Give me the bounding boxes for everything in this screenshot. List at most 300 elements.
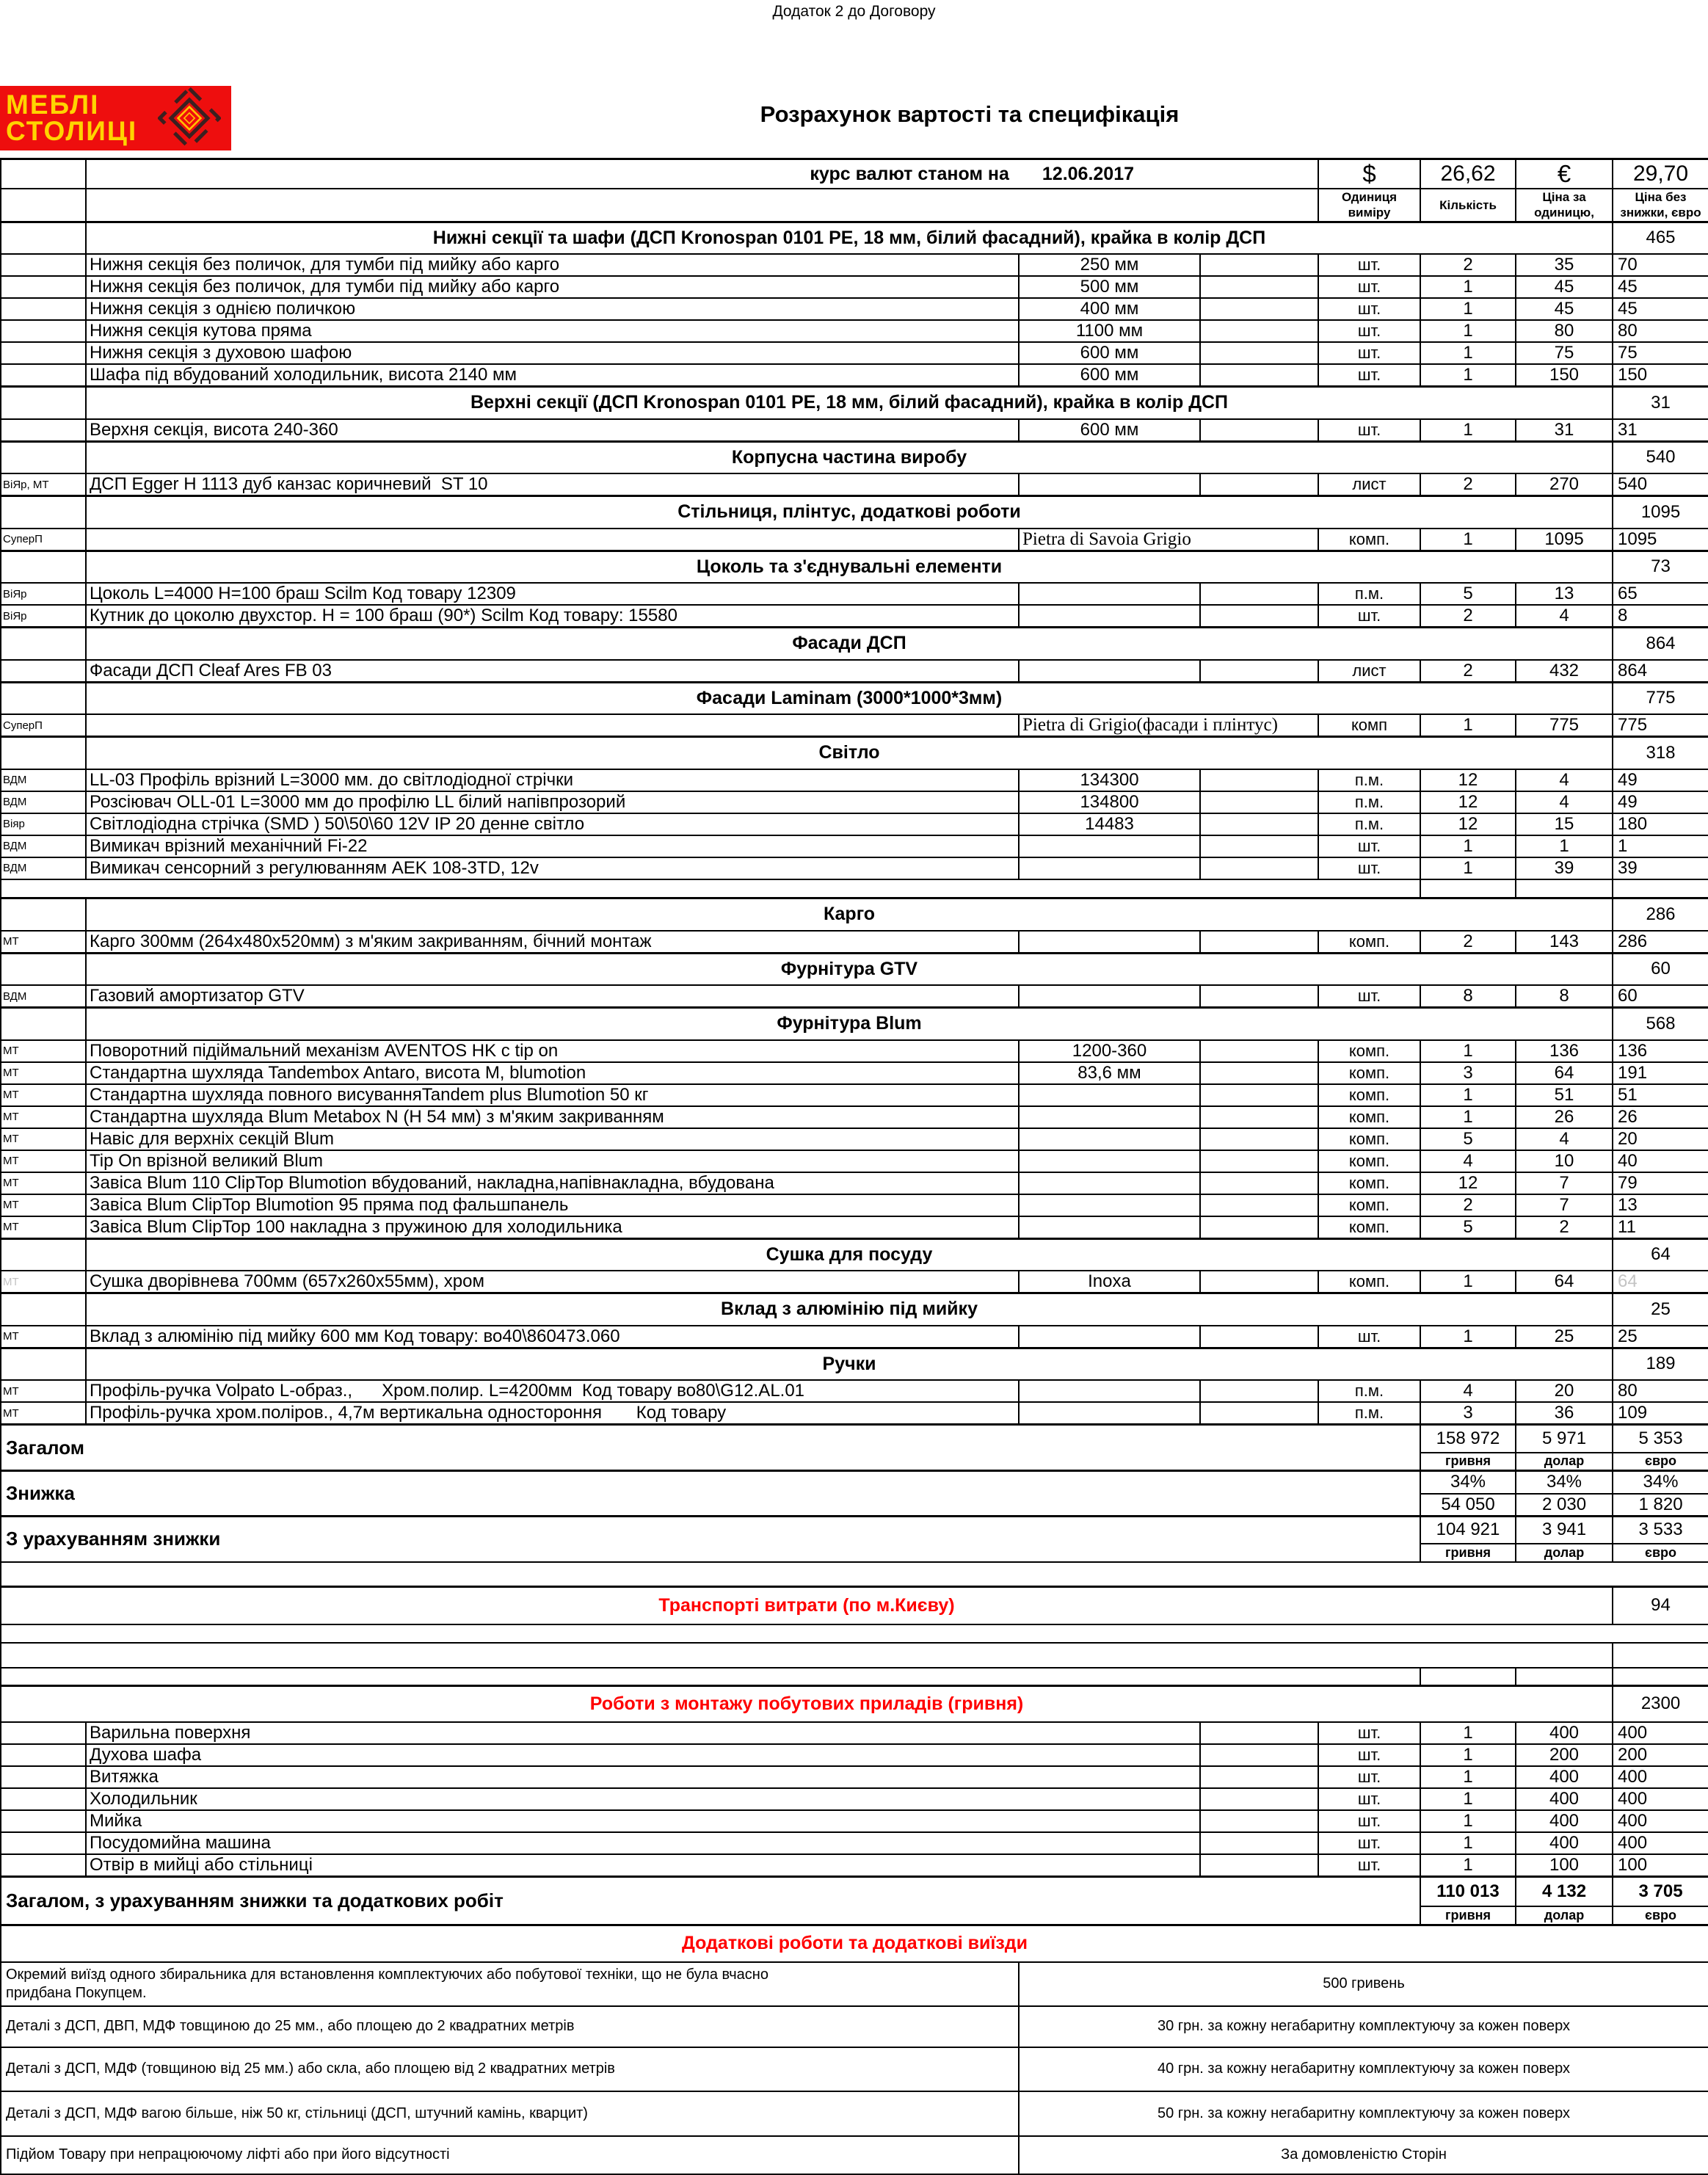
item-qty: 1 [1420, 419, 1516, 442]
item-row [1, 714, 1708, 737]
section-total: 189 [1613, 1348, 1708, 1380]
empty-cell [1200, 1744, 1318, 1766]
section-title: Верхні секції (ДСП Kronospan 0101 PE, 18 мм, білий фасадний), крайка в колір ДСП [86, 387, 1613, 419]
item-code [1, 1854, 86, 1877]
item-qty: 1 [1420, 276, 1516, 298]
item-total: 40 [1613, 1150, 1708, 1172]
item-code: МТ [1, 1216, 86, 1239]
spec-table [0, 158, 1708, 2175]
item-desc: Сушка дворівнева 700мм (657х260х55мм), хром [86, 1271, 1019, 1293]
section-total: 64 [1613, 1238, 1708, 1271]
extra-work-row [1, 2006, 1708, 2047]
code-cell [1, 159, 86, 189]
item-unit: п.м. [1318, 1402, 1420, 1425]
empty-cell [1200, 1788, 1318, 1810]
totals-sub-usd: долар [1516, 1453, 1613, 1471]
item-unit: шт. [1318, 320, 1420, 342]
item-code: ВДМ [1, 857, 86, 879]
logo-line2: СТОЛИЦІ [6, 116, 138, 146]
section-title: Сушка для посуду [86, 1238, 1613, 1271]
item-desc: Кутник до цоколю двухстор. H = 100 браш (90*) Scilm Код товару: 15580 [86, 605, 1019, 628]
item-code: МТ [1, 1128, 86, 1150]
item-price: 35 [1516, 254, 1613, 276]
section-total: 25 [1613, 1293, 1708, 1326]
montage-item-row [1, 1810, 1708, 1832]
empty-cell [1200, 583, 1318, 605]
spacer-row [1, 1668, 1708, 1685]
spacer-cell [1, 1668, 1420, 1685]
item-desc: Нижня секція без поличок, для тумби під мийку або карго [86, 276, 1019, 298]
item-total: 49 [1613, 769, 1708, 791]
item-price: 64 [1516, 1271, 1613, 1293]
item-row [1, 298, 1708, 320]
item-total: 80 [1613, 320, 1708, 342]
item-qty: 12 [1420, 813, 1516, 835]
item-size: Pietra di Savoia Grigio [1019, 529, 1318, 551]
item-qty: 1 [1420, 320, 1516, 342]
item-size: 600 мм [1019, 364, 1200, 387]
item-code: СуперП [1, 714, 86, 737]
item-size: 500 мм [1019, 276, 1200, 298]
item-desc: Профіль-ручка хром.поліров., 4,7м вертикальна одностороння Код товару [86, 1402, 1019, 1425]
item-desc: Газовий амортизатор GTV [86, 985, 1019, 1008]
item-code: МТ [1, 1172, 86, 1194]
totals-sub-eur: євро [1613, 1453, 1708, 1471]
item-total: 191 [1613, 1062, 1708, 1084]
red-section-title: Транспорті витрати (по м.Києву) [1, 1586, 1613, 1624]
item-code [1, 1788, 86, 1810]
empty-header-cell [86, 189, 1318, 222]
code-cell [1, 551, 86, 583]
section-title: Корпусна частина виробу [86, 441, 1613, 473]
spacer-cell [1420, 879, 1516, 898]
item-qty: 3 [1420, 1402, 1516, 1425]
item-price: 1095 [1516, 529, 1613, 551]
item-price: 200 [1516, 1744, 1613, 1766]
item-size [1019, 1106, 1200, 1128]
item-row [1, 931, 1708, 954]
totals-label: Знижка [1, 1471, 1420, 1517]
totals-sub-usd: 2 030 [1516, 1494, 1613, 1517]
extra-work-price: 40 грн. за кожну негабаритну комплектуючу за кожен поверх [1019, 2047, 1708, 2091]
item-row [1, 1084, 1708, 1106]
item-price: 80 [1516, 320, 1613, 342]
item-code [1, 298, 86, 320]
item-desc: Нижня секція без поличок, для тумби під мийку або карго [86, 254, 1019, 276]
totals-usd: 4 132 [1516, 1877, 1613, 1906]
item-row [1, 791, 1708, 813]
item-size [1019, 1194, 1200, 1216]
item-code: МТ [1, 1084, 86, 1106]
item-size: Pietra di Grigio(фасади і плінтус) [1019, 714, 1318, 737]
item-size [1019, 473, 1200, 496]
item-desc: Нижня секція кутова пряма [86, 320, 1019, 342]
item-price: 4 [1516, 605, 1613, 628]
section-header-row [1, 1238, 1708, 1271]
spacer-cell [1420, 1668, 1516, 1685]
section-total: 318 [1613, 737, 1708, 769]
section-title: Фасади ДСП [86, 628, 1613, 660]
empty-cell [1200, 1128, 1318, 1150]
item-code [1, 1832, 86, 1854]
code-cell [1, 737, 86, 769]
item-total: 26 [1613, 1106, 1708, 1128]
item-code: ВіЯр [1, 583, 86, 605]
item-row [1, 1150, 1708, 1172]
code-cell [1, 628, 86, 660]
item-code: МТ [1, 1326, 86, 1348]
item-code: МТ [1, 1380, 86, 1402]
item-price: 20 [1516, 1380, 1613, 1402]
extra-work-price: 50 грн. за кожну негабаритну комплектуючу за кожен поверх [1019, 2091, 1708, 2136]
section-header-row [1, 1293, 1708, 1326]
item-total: 775 [1613, 714, 1708, 737]
item-qty: 2 [1420, 473, 1516, 496]
item-unit: шт. [1318, 1744, 1420, 1766]
item-row [1, 419, 1708, 442]
item-size: 134300 [1019, 769, 1200, 791]
item-qty: 2 [1420, 660, 1516, 683]
code-cell [1, 222, 86, 254]
section-title: Нижні секції та шафи (ДСП Kronospan 0101 PE, 18 мм, білий фасадний), крайка в колір ДСП [86, 222, 1613, 254]
empty-cell [1200, 1271, 1318, 1293]
code-cell [1, 1348, 86, 1380]
totals-sub-uah: гривня [1420, 1453, 1516, 1471]
item-qty: 2 [1420, 605, 1516, 628]
item-code: ВДМ [1, 791, 86, 813]
totals-sub-uah: гривня [1420, 1544, 1516, 1562]
item-total: 400 [1613, 1788, 1708, 1810]
item-total: 400 [1613, 1832, 1708, 1854]
item-unit: шт. [1318, 298, 1420, 320]
totals-sub-usd: долар [1516, 1906, 1613, 1925]
item-code: ВіЯр [1, 605, 86, 628]
item-row [1, 276, 1708, 298]
totals-label: Загалом [1, 1425, 1420, 1471]
item-row [1, 660, 1708, 683]
item-row [1, 1326, 1708, 1348]
totals-eur: 3 705 [1613, 1877, 1708, 1906]
item-price: 775 [1516, 714, 1613, 737]
item-desc: Навіс для верхніх секцій Blum [86, 1128, 1019, 1150]
section-title: Цоколь та з'єднувальні елементи [86, 551, 1613, 583]
totals-uah: 158 972 [1420, 1425, 1516, 1453]
item-price: 51 [1516, 1084, 1613, 1106]
item-code: МТ [1, 931, 86, 954]
item-size: 600 мм [1019, 342, 1200, 364]
extra-work-row [1, 2136, 1708, 2174]
section-header-row [1, 682, 1708, 714]
item-price: 45 [1516, 276, 1613, 298]
item-row [1, 473, 1708, 496]
item-desc: Духова шафа [86, 1744, 1200, 1766]
item-size: 400 мм [1019, 298, 1200, 320]
item-size [1019, 605, 1200, 628]
item-unit: комп. [1318, 1172, 1420, 1194]
item-total: 136 [1613, 1040, 1708, 1062]
item-qty: 1 [1420, 1810, 1516, 1832]
item-price: 400 [1516, 1810, 1613, 1832]
totals-sub-uah: 54 050 [1420, 1494, 1516, 1517]
item-qty: 12 [1420, 791, 1516, 813]
extra-work-row [1, 2047, 1708, 2091]
item-price: 7 [1516, 1194, 1613, 1216]
currency-date: 12.06.2017 [1042, 163, 1135, 184]
item-desc: Шафа під вбудований холодильник, висота 2140 мм [86, 364, 1019, 387]
item-total: 1095 [1613, 529, 1708, 551]
item-unit: лист [1318, 473, 1420, 496]
item-code: МТ [1, 1150, 86, 1172]
eur-rate: 29,70 [1613, 159, 1708, 189]
section-title: Вклад з алюмінію під мийку [86, 1293, 1613, 1326]
item-total: 79 [1613, 1172, 1708, 1194]
col-header-unit: Одиниця виміру [1318, 189, 1420, 222]
empty-cell [1200, 364, 1318, 387]
item-total: 51 [1613, 1084, 1708, 1106]
item-unit: шт. [1318, 1788, 1420, 1810]
item-unit: комп. [1318, 1062, 1420, 1084]
item-price: 100 [1516, 1854, 1613, 1877]
item-size [1019, 1172, 1200, 1194]
code-cell [1, 953, 86, 985]
item-row [1, 1402, 1708, 1425]
item-desc: Варильна поверхня [86, 1722, 1200, 1744]
item-qty: 1 [1420, 857, 1516, 879]
item-price: 400 [1516, 1766, 1613, 1788]
item-desc: Мийка [86, 1810, 1200, 1832]
empty-cell [1200, 342, 1318, 364]
item-desc: Стандартна шухляда повного висуванняTandem plus Blumotion 50 кг [86, 1084, 1019, 1106]
item-total: 45 [1613, 276, 1708, 298]
item-unit: комп. [1318, 1106, 1420, 1128]
item-qty: 12 [1420, 769, 1516, 791]
item-price: 143 [1516, 931, 1613, 954]
item-size [1019, 857, 1200, 879]
item-total: 1 [1613, 835, 1708, 857]
empty-cell [1200, 1194, 1318, 1216]
item-unit: шт. [1318, 985, 1420, 1008]
item-code: ВДМ [1, 769, 86, 791]
section-total: 775 [1613, 682, 1708, 714]
totals-eur: 3 533 [1613, 1516, 1708, 1544]
totals-sub-uah: гривня [1420, 1906, 1516, 1925]
code-cell [1, 1008, 86, 1040]
code-cell [1, 1293, 86, 1326]
item-price: 150 [1516, 364, 1613, 387]
item-code [1, 342, 86, 364]
item-total: 70 [1613, 254, 1708, 276]
section-total: 864 [1613, 628, 1708, 660]
item-qty: 5 [1420, 1128, 1516, 1150]
item-total: 150 [1613, 364, 1708, 387]
section-header-row [1, 551, 1708, 583]
section-header-row [1, 1348, 1708, 1380]
item-unit: шт. [1318, 1854, 1420, 1877]
totals-label: Загалом, з урахуванням знижки та додаткових робіт [1, 1877, 1420, 1925]
item-total: 39 [1613, 857, 1708, 879]
item-total: 400 [1613, 1766, 1708, 1788]
item-qty: 2 [1420, 931, 1516, 954]
item-qty: 1 [1420, 1722, 1516, 1744]
item-code [1, 320, 86, 342]
code-cell [1, 682, 86, 714]
item-total: 25 [1613, 1326, 1708, 1348]
item-row [1, 529, 1708, 551]
item-unit: шт. [1318, 276, 1420, 298]
item-total: 31 [1613, 419, 1708, 442]
item-code [1, 254, 86, 276]
spacer-row [1, 1624, 1708, 1643]
red-header-row [1, 1586, 1708, 1624]
item-price: 10 [1516, 1150, 1613, 1172]
code-cell [1, 898, 86, 931]
item-unit: шт. [1318, 1766, 1420, 1788]
item-size [1019, 1216, 1200, 1239]
empty-cell [1200, 835, 1318, 857]
item-code: МТ [1, 1402, 86, 1425]
usd-rate: 26,62 [1420, 159, 1516, 189]
section-total: 73 [1613, 551, 1708, 583]
item-desc: Розсіювач OLL-01 L=3000 мм до профілю LL білий напівпрозорий [86, 791, 1019, 813]
section-total: 540 [1613, 441, 1708, 473]
totals-sub-eur: 1 820 [1613, 1494, 1708, 1517]
item-desc: Вклад з алюмінію під мийку 600 мм Код товару: во40\860473.060 [86, 1326, 1019, 1348]
montage-item-row [1, 1832, 1708, 1854]
item-unit: шт. [1318, 605, 1420, 628]
empty-cell [1200, 1380, 1318, 1402]
item-code: МТ [1, 1106, 86, 1128]
item-qty: 1 [1420, 364, 1516, 387]
item-total: 8 [1613, 605, 1708, 628]
empty-cell [1200, 1216, 1318, 1239]
spacer-cell [1516, 1668, 1613, 1685]
item-price: 7 [1516, 1172, 1613, 1194]
totals-sub-eur: євро [1613, 1544, 1708, 1562]
empty-cell [1200, 298, 1318, 320]
item-total: 80 [1613, 1380, 1708, 1402]
item-row [1, 1172, 1708, 1194]
section-total: 568 [1613, 1008, 1708, 1040]
item-row [1, 1216, 1708, 1239]
empty-cell [1200, 419, 1318, 442]
item-price: 4 [1516, 769, 1613, 791]
item-row [1, 1062, 1708, 1084]
item-unit: комп. [1318, 529, 1420, 551]
item-size [1019, 660, 1200, 683]
item-price: 31 [1516, 419, 1613, 442]
item-size: 1100 мм [1019, 320, 1200, 342]
extra-work-desc: Підйом Товару при непрацюючому ліфті або при його відсутності [1, 2136, 1019, 2174]
page-title: Розрахунок вартості та специфікація [760, 101, 1180, 127]
item-code [1, 660, 86, 683]
item-price: 13 [1516, 583, 1613, 605]
item-code: СуперП [1, 529, 86, 551]
section-title: Ручки [86, 1348, 1613, 1380]
item-unit: шт. [1318, 254, 1420, 276]
item-qty: 1 [1420, 1788, 1516, 1810]
item-price: 270 [1516, 473, 1613, 496]
code-cell [1, 189, 86, 222]
empty-cell [1200, 857, 1318, 879]
section-header-row [1, 628, 1708, 660]
item-desc: Цоколь L=4000 H=100 браш Scilm Код товару 12309 [86, 583, 1019, 605]
section-header-row [1, 387, 1708, 419]
item-price: 75 [1516, 342, 1613, 364]
item-unit: комп. [1318, 931, 1420, 954]
item-size: 250 мм [1019, 254, 1200, 276]
code-cell [1, 441, 86, 473]
item-desc: Завіса Blum ClipTop Blumotion 95 пряма под фальшпанель [86, 1194, 1019, 1216]
totals-label: З урахуванням знижки [1, 1516, 1420, 1562]
item-size [1019, 1150, 1200, 1172]
column-header-row [1, 189, 1708, 222]
section-header-row [1, 1008, 1708, 1040]
currency-label-text: курс валют станом на [810, 163, 1009, 184]
item-size: Inoxa [1019, 1271, 1200, 1293]
item-unit: шт. [1318, 857, 1420, 879]
item-unit: комп. [1318, 1084, 1420, 1106]
item-price: 2 [1516, 1216, 1613, 1239]
item-qty: 2 [1420, 1194, 1516, 1216]
item-size [1019, 1326, 1200, 1348]
code-cell [1, 496, 86, 529]
section-title: Стільниця, плінтус, додаткові роботи [86, 496, 1613, 529]
section-header-row [1, 441, 1708, 473]
empty-cell [1200, 1722, 1318, 1744]
item-qty: 1 [1420, 1326, 1516, 1348]
item-price: 25 [1516, 1326, 1613, 1348]
item-qty: 1 [1420, 1084, 1516, 1106]
totals-sub-eur: євро [1613, 1906, 1708, 1925]
item-price: 400 [1516, 1788, 1613, 1810]
item-code: МТ [1, 1271, 86, 1293]
item-size: 600 мм [1019, 419, 1200, 442]
item-code: МТ [1, 1062, 86, 1084]
item-size [1019, 931, 1200, 954]
item-qty: 1 [1420, 1040, 1516, 1062]
item-total: 864 [1613, 660, 1708, 683]
item-total: 400 [1613, 1810, 1708, 1832]
empty-cell [1200, 769, 1318, 791]
empty-cell [1200, 1106, 1318, 1128]
item-qty: 1 [1420, 1766, 1516, 1788]
item-desc: Холодильник [86, 1788, 1200, 1810]
item-unit: комп. [1318, 1128, 1420, 1150]
item-price: 136 [1516, 1040, 1613, 1062]
item-price: 15 [1516, 813, 1613, 835]
item-desc [86, 529, 1019, 551]
item-row [1, 1271, 1708, 1293]
item-desc: Верхня секція, висота 240-360 [86, 419, 1019, 442]
item-desc: Стандартна шухляда Tandembox Antaro, висота M, blumotion [86, 1062, 1019, 1084]
empty-cell [1200, 1832, 1318, 1854]
item-price: 4 [1516, 791, 1613, 813]
item-qty: 3 [1420, 1062, 1516, 1084]
item-size: 1200-360 [1019, 1040, 1200, 1062]
item-unit: комп [1318, 714, 1420, 737]
item-code: ВДМ [1, 835, 86, 857]
totals-uah: 104 921 [1420, 1516, 1516, 1544]
item-unit: комп. [1318, 1194, 1420, 1216]
red-section-total: 94 [1613, 1586, 1708, 1624]
extra-work-desc: Окремий виїзд одного збиральника для встановлення комплектуючих або побутової техніки, що не була вчасно придбана Покупцем. [1, 1962, 1019, 2006]
logo-text [6, 89, 138, 146]
item-unit: п.м. [1318, 791, 1420, 813]
item-total: 64 [1613, 1271, 1708, 1293]
section-header-row [1, 953, 1708, 985]
item-row [1, 583, 1708, 605]
item-unit: п.м. [1318, 769, 1420, 791]
